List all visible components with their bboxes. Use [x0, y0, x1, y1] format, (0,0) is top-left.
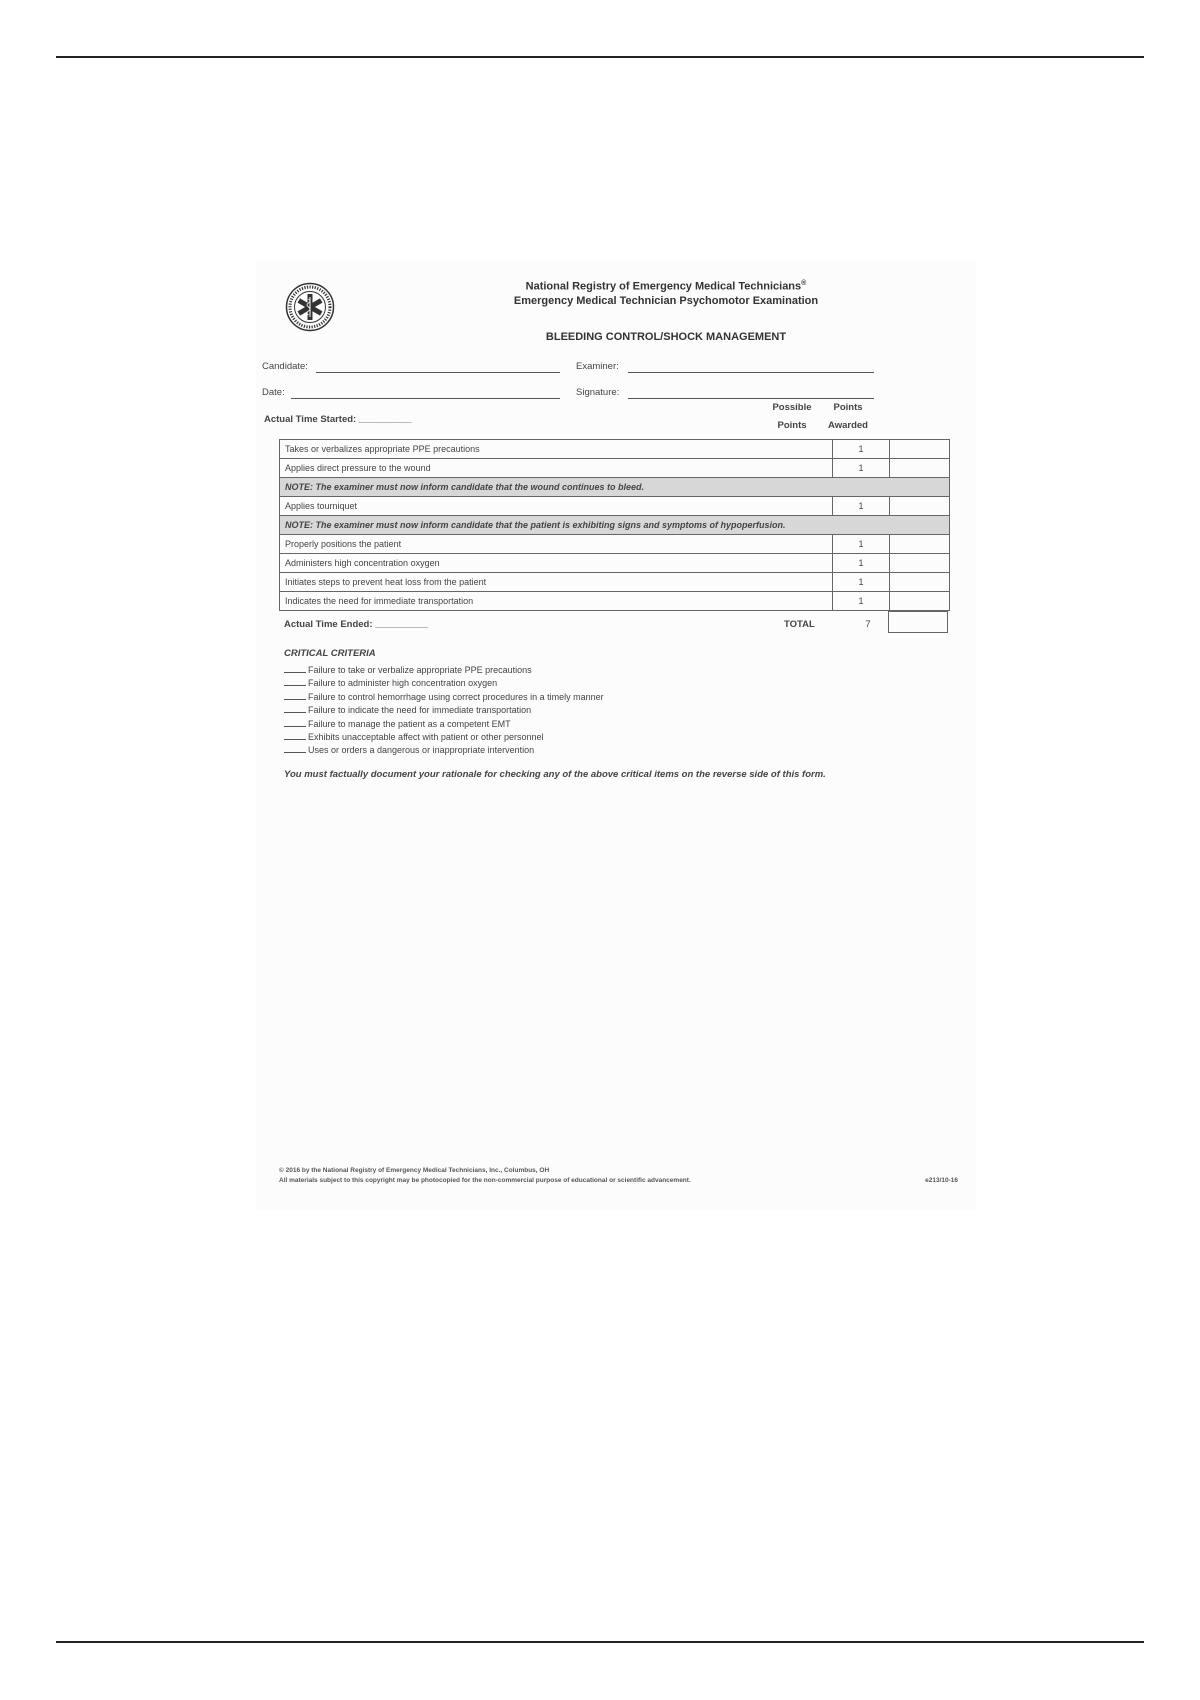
item-text: Properly positions the patient: [280, 535, 833, 554]
check-blank[interactable]: [284, 663, 306, 673]
total-awarded-box[interactable]: [888, 611, 948, 633]
possible-points-cell: 1: [833, 573, 890, 592]
points-awarded-cell[interactable]: [890, 497, 950, 516]
signature-label: Signature:: [576, 387, 620, 398]
table-row: [280, 573, 950, 592]
item-text: Administers high concentration oxygen: [280, 554, 833, 573]
table-row: [280, 535, 950, 554]
points-awarded-cell[interactable]: [890, 440, 950, 459]
exam-form-sheet: [256, 260, 976, 1210]
table-row: [280, 440, 950, 459]
possible-points-cell: 1: [833, 554, 890, 573]
note-text: NOTE: The examiner must now inform candidate that the wound continues to bleed.: [280, 478, 950, 497]
possible-points-cell: 1: [833, 497, 890, 516]
check-blank[interactable]: [284, 690, 306, 700]
candidate-field[interactable]: [316, 372, 560, 373]
item-text: Indicates the need for immediate transportation: [280, 592, 833, 611]
possible-points-cell: 1: [833, 459, 890, 478]
examiner-field[interactable]: [628, 372, 874, 373]
points-awarded-header: Points Awarded: [828, 402, 868, 431]
critical-criteria-list: [284, 663, 604, 757]
table-row: [280, 497, 950, 516]
possible-points-cell: 1: [833, 535, 890, 554]
usage-line: All materials subject to this copyright may be photocopied for the non-commercial purpose of educational or scientific advancement.: [279, 1177, 691, 1184]
possible-points-header: Possible Points: [772, 402, 812, 431]
table-row: [280, 592, 950, 611]
note-row: [280, 478, 950, 497]
criterion-text: Exhibits unacceptable affect with patient or other personnel: [308, 731, 544, 742]
criterion-text: Failure to manage the patient as a competent EMT: [308, 718, 511, 729]
table-row: [280, 554, 950, 573]
scoring-table: [279, 439, 950, 611]
possible-points-cell: 1: [833, 592, 890, 611]
star-of-life-seal-icon: [285, 282, 335, 332]
criterion-text: Failure to indicate the need for immediate transportation: [308, 705, 532, 716]
copyright-line: © 2016 by the National Registry of Emergency Medical Technicians, Inc., Columbus, OH: [279, 1167, 550, 1174]
item-text: Applies tourniquet: [280, 497, 833, 516]
list-item: [284, 690, 604, 703]
list-item: [284, 676, 604, 689]
total-label: TOTAL: [784, 619, 815, 630]
list-item: [284, 743, 604, 756]
form-title: BLEEDING CONTROL/SHOCK MANAGEMENT: [545, 331, 787, 343]
points-awarded-cell[interactable]: [890, 459, 950, 478]
points-awarded-cell[interactable]: [890, 592, 950, 611]
criterion-text: Failure to administer high concentration oxygen: [308, 678, 498, 689]
list-item: [284, 663, 604, 676]
list-item: [284, 730, 604, 743]
note-row: [280, 516, 950, 535]
criterion-text: Uses or orders a dangerous or inappropriate intervention: [308, 745, 535, 756]
points-awarded-cell[interactable]: [890, 573, 950, 592]
item-text: Initiates steps to prevent heat loss from the patient: [280, 573, 833, 592]
time-started-label: Actual Time Started: __________: [264, 414, 412, 425]
top-rule: [56, 56, 1144, 58]
criterion-text: Failure to take or verbalize appropriate PPE precautions: [308, 665, 532, 675]
date-label: Date:: [262, 387, 285, 398]
check-blank[interactable]: [284, 743, 306, 753]
total-possible-value: 7: [865, 619, 871, 630]
list-item: [284, 703, 604, 716]
points-awarded-cell[interactable]: [890, 554, 950, 573]
exam-name: Emergency Medical Technician Psychomotor Examination: [513, 295, 819, 307]
documentation-note: You must factually document your rationale for checking any of the above critical items on the reverse side of this form.: [284, 769, 826, 780]
points-awarded-cell[interactable]: [890, 535, 950, 554]
item-text: Takes or verbalizes appropriate PPE precautions: [280, 440, 833, 459]
bottom-rule: [56, 1641, 1144, 1643]
check-blank[interactable]: [284, 717, 306, 727]
check-blank[interactable]: [284, 730, 306, 740]
list-item: [284, 717, 604, 730]
organization-name: National Registry of Emergency Medical Technicians®: [525, 280, 807, 293]
criterion-text: Failure to control hemorrhage using correct procedures in a timely manner: [308, 691, 604, 702]
date-field[interactable]: [291, 398, 560, 399]
candidate-label: Candidate:: [262, 361, 308, 372]
critical-criteria-heading: CRITICAL CRITERIA: [284, 648, 376, 659]
table-row: [280, 459, 950, 478]
check-blank[interactable]: [284, 676, 306, 686]
item-text: Applies direct pressure to the wound: [280, 459, 833, 478]
form-code: e213/10-16: [925, 1177, 958, 1184]
time-ended-label: Actual Time Ended: __________: [284, 619, 428, 630]
possible-points-cell: 1: [833, 440, 890, 459]
examiner-label: Examiner:: [576, 361, 619, 372]
check-blank[interactable]: [284, 703, 306, 713]
note-text: NOTE: The examiner must now inform candidate that the patient is exhibiting signs and symptoms of hypoperfusion.: [280, 516, 950, 535]
